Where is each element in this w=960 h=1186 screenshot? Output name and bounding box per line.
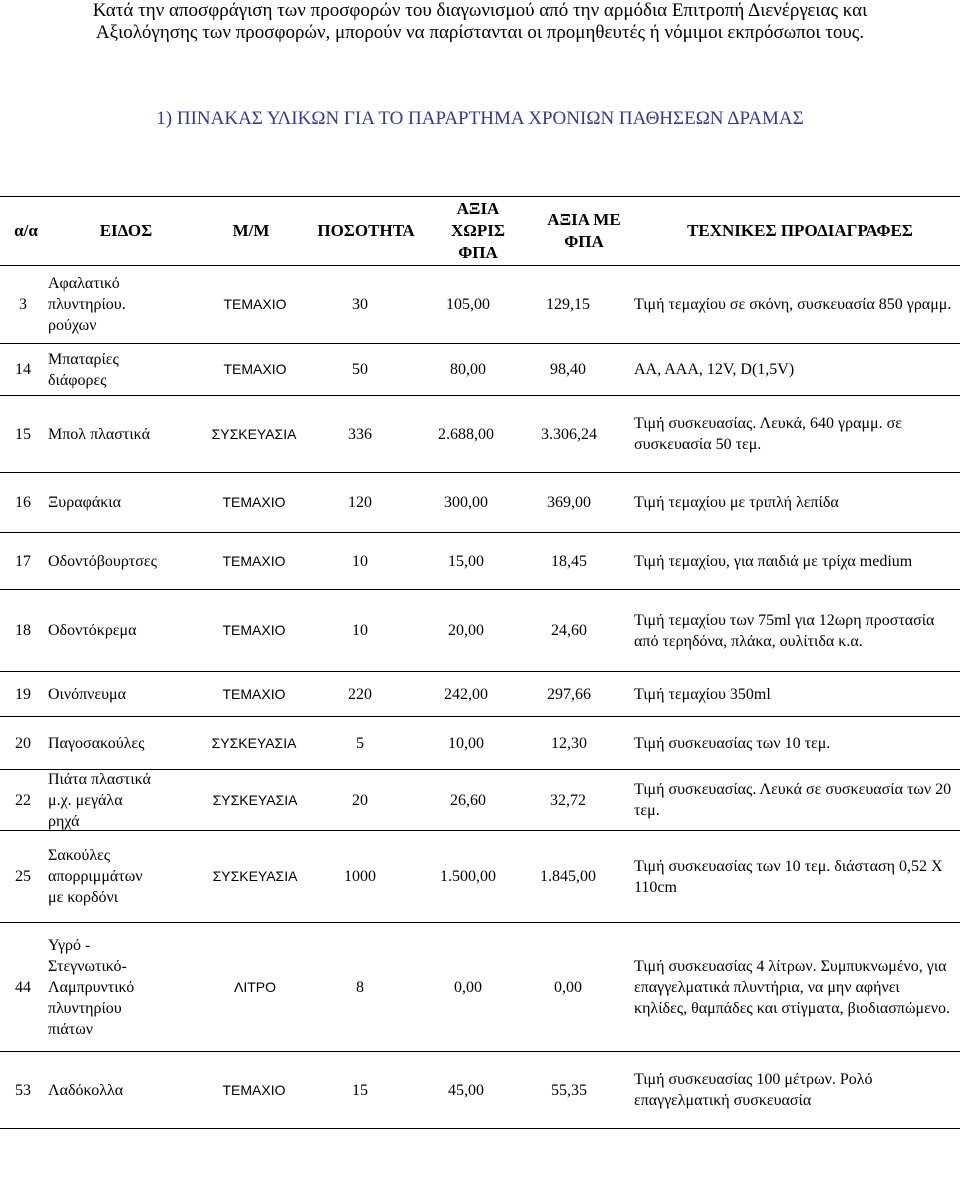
row-specs: Τιμή συσκευασίας 4 λίτρων. Συμπυκνωμένο, για επαγγελματικά πλυντήρια, να μην αφήνει κηλίδες, θαμπάδες και στίγματα, βιοδιασπώμενο. xyxy=(634,957,951,1017)
row-value-without-vat: 10,00 xyxy=(448,734,484,752)
row-number: 16 xyxy=(15,494,31,511)
row-value-with-vat: 1.845,00 xyxy=(540,868,596,885)
row-value-with-vat: 3.306,24 xyxy=(541,425,597,443)
table-row xyxy=(0,533,960,590)
row-quantity: 120 xyxy=(348,494,372,511)
row-specs: Τιμή συσκευασίας. Λευκά, 640 γραμμ. σε συσκευασία 50 τεμ. xyxy=(634,415,902,453)
row-specs: Τιμή τεμαχίου των 75ml για 12ωρη προστασία από τερηδόνα, πλάκα, ουλίτιδα κ.α. xyxy=(634,611,935,650)
header-value-with-vat: ΑΞΙΑ ΜΕ ΦΠΑ xyxy=(547,210,621,251)
row-specs: Τιμή συσκευασίας. Λευκά σε συσκευασία των 20 τεμ. xyxy=(634,781,952,819)
row-value-without-vat: 20,00 xyxy=(448,622,484,639)
row-value-with-vat: 32,72 xyxy=(550,791,586,809)
row-quantity: 30 xyxy=(352,296,368,313)
row-specs: Τιμή τεμαχίου με τριπλή λεπίδα xyxy=(634,494,839,511)
row-unit: ΣΥΣΚΕΥΑΣΙΑ xyxy=(212,791,298,808)
row-quantity: 10 xyxy=(352,552,368,570)
table-row xyxy=(0,717,960,770)
row-specs: Τιμή τεμαχίου σε σκόνη, συσκευασία 850 γραμμ. xyxy=(634,296,952,313)
row-item: Οδοντόβουρτσες xyxy=(48,552,157,570)
row-item: Ξυραφάκια xyxy=(48,494,121,511)
row-value-without-vat: 1.500,00 xyxy=(440,868,496,885)
row-value-without-vat: 80,00 xyxy=(450,361,486,378)
row-unit: ΤΕΜΑΧΙΟ xyxy=(222,494,286,510)
row-number: 15 xyxy=(15,425,31,443)
table-row xyxy=(0,344,960,396)
row-item: Υγρό - Στεγνωτικό-Λαμπρυντικό πλυντηρίου πιάτων xyxy=(48,936,135,1038)
header-item: ΕΙΔΟΣ xyxy=(99,221,153,240)
row-specs: Τιμή συσκευασίας των 10 τεμ. xyxy=(634,734,831,752)
table-row xyxy=(0,1052,960,1129)
table-header-row xyxy=(0,196,960,266)
row-item: Σακούλες απορριμμάτων με κορδόνι xyxy=(48,847,143,906)
row-item: Μπολ πλαστικά xyxy=(48,425,150,443)
row-quantity: 20 xyxy=(352,791,368,809)
row-number: 44 xyxy=(15,978,31,996)
table-row xyxy=(0,923,960,1052)
header-value-without-vat: ΑΞΙΑ ΧΩΡΙΣ ΦΠΑ xyxy=(450,199,505,262)
row-unit: ΤΕΜΑΧΙΟ xyxy=(222,552,286,569)
row-unit: ΛΙΤΡΟ xyxy=(233,978,277,995)
row-number: 19 xyxy=(15,685,31,703)
row-unit: ΣΥΣΚΕΥΑΣΙΑ xyxy=(211,734,297,751)
table-row xyxy=(0,266,960,344)
row-unit: ΣΥΣΚΕΥΑΣΙΑ xyxy=(212,868,298,884)
row-item: Μπαταρίες διάφορες xyxy=(48,350,119,389)
row-number: 25 xyxy=(15,868,31,885)
row-value-without-vat: 15,00 xyxy=(448,552,484,570)
materials-table xyxy=(0,196,960,1129)
row-value-with-vat: 18,45 xyxy=(551,552,587,570)
row-value-with-vat: 98,40 xyxy=(550,361,586,378)
row-quantity: 1000 xyxy=(344,868,376,885)
row-quantity: 10 xyxy=(352,622,368,639)
row-value-without-vat: 242,00 xyxy=(444,685,488,703)
row-specs: AA, AAA, 12V, D(1,5V) xyxy=(634,361,795,378)
table-row xyxy=(0,672,960,717)
row-value-with-vat: 369,00 xyxy=(547,494,591,511)
row-quantity: 220 xyxy=(348,685,372,703)
row-value-without-vat: 0,00 xyxy=(454,978,482,996)
table-heading: 1) ΠΙΝΑΚΑΣ ΥΛΙΚΩΝ ΓΙΑ ΤΟ ΠΑΡΑΡΤΗΜΑ ΧΡΟΝΙΩΝ ΠΑΘΗΣΕΩΝ ΔΡΑΜΑΣ xyxy=(156,108,804,129)
row-specs: Τιμή συσκευασίας των 10 τεμ. διάσταση 0,52 X 110cm xyxy=(634,857,943,896)
row-specs: Τιμή τεμαχίου, για παιδιά με τρίχα medium xyxy=(634,552,913,570)
table-row xyxy=(0,396,960,473)
row-item: Παγοσακούλες xyxy=(48,734,145,752)
row-item: Οδοντόκρεμα xyxy=(48,622,137,639)
row-value-without-vat: 26,60 xyxy=(450,791,486,809)
row-item: Οινόπνευμα xyxy=(48,685,127,703)
row-unit: ΤΕΜΑΧΙΟ xyxy=(223,361,287,377)
row-value-without-vat: 2.688,00 xyxy=(438,425,494,443)
row-item: Πιάτα πλαστικά μ.χ. μεγάλα ρηχά xyxy=(48,770,151,830)
table-row xyxy=(0,831,960,923)
table-row xyxy=(0,770,960,831)
row-unit: ΤΕΜΑΧΙΟ xyxy=(222,1081,286,1098)
row-unit: ΣΥΣΚΕΥΑΣΙΑ xyxy=(211,425,297,442)
row-specs: Τιμή συσκευασίας 100 μέτρων. Ρολό επαγγελματική συσκευασία xyxy=(634,1071,873,1109)
row-value-with-vat: 0,00 xyxy=(554,978,582,996)
header-aa: α/α xyxy=(14,221,38,240)
table-row xyxy=(0,473,960,533)
row-value-with-vat: 297,66 xyxy=(547,685,591,703)
row-value-with-vat: 24,60 xyxy=(551,622,587,639)
row-value-without-vat: 300,00 xyxy=(444,494,488,511)
row-value-without-vat: 45,00 xyxy=(448,1081,484,1099)
row-number: 17 xyxy=(15,552,31,570)
row-quantity: 8 xyxy=(356,978,364,996)
row-number: 3 xyxy=(19,296,27,313)
row-value-with-vat: 12,30 xyxy=(551,734,587,752)
table-row xyxy=(0,590,960,672)
row-number: 14 xyxy=(15,361,31,378)
row-specs: Τιμή τεμαχίου 350ml xyxy=(634,685,771,703)
row-value-with-vat: 55,35 xyxy=(551,1081,587,1099)
row-quantity: 336 xyxy=(348,425,372,443)
row-unit: ΤΕΜΑΧΙΟ xyxy=(223,296,287,312)
table-body xyxy=(0,266,960,1129)
row-value-without-vat: 105,00 xyxy=(446,296,490,313)
row-quantity: 5 xyxy=(356,734,364,752)
row-number: 18 xyxy=(15,622,31,639)
row-unit: ΤΕΜΑΧΙΟ xyxy=(222,622,286,638)
row-quantity: 50 xyxy=(352,361,368,378)
row-number: 53 xyxy=(15,1081,31,1099)
header-technical-specs: ΤΕΧΝΙΚΕΣ ΠΡΟΔΙΑΓΡΑΦΕΣ xyxy=(687,221,913,240)
row-number: 22 xyxy=(15,791,31,809)
row-unit: ΤΕΜΑΧΙΟ xyxy=(222,685,286,702)
header-unit: Μ/Μ xyxy=(232,221,270,240)
row-number: 20 xyxy=(15,734,31,752)
intro-paragraph: Κατά την αποσφράγιση των προσφορών του διαγωνισμού από την αρμόδια Επιτροπή Διενέργειας και Αξιολόγησης των προσφορών, μπορούν να παρίστανται οι προμηθευτές ή νόμιμοι εκπρόσωποι τους. xyxy=(92,0,868,43)
row-quantity: 15 xyxy=(352,1081,368,1099)
header-quantity: ΠΟΣΟΤΗΤΑ xyxy=(317,221,415,240)
row-value-with-vat: 129,15 xyxy=(546,296,590,313)
row-item: Αφαλατικό πλυντηρίου. ρούχων xyxy=(48,275,126,334)
row-item: Λαδόκολλα xyxy=(48,1081,124,1099)
